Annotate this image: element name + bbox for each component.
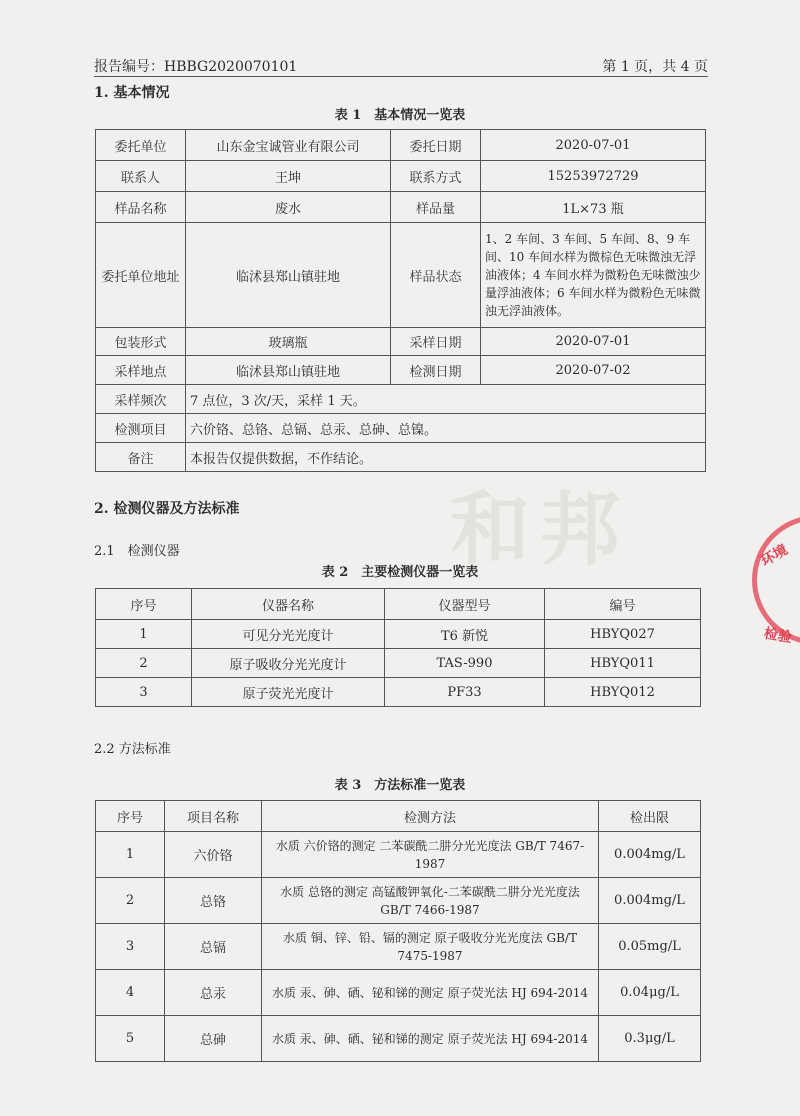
package-value: 玻璃瓶 — [186, 328, 391, 356]
sample-name-value: 废水 — [186, 192, 391, 223]
table1-caption: 表 1 基本情况一览表 — [334, 108, 466, 123]
method-item: 总镉 — [165, 924, 262, 970]
method-no: 1 — [96, 832, 165, 878]
method-text: 水质 总铬的测定 高锰酸钾氧化-二苯碳酰二肼分光光度法 GB/T 7466-1987 — [262, 878, 599, 924]
page-info: 第 1 页，共 4 页 — [602, 59, 708, 75]
table-row — [96, 649, 701, 678]
table-row — [96, 878, 701, 924]
instrument-name: 原子吸收分光光度计 — [192, 649, 385, 678]
sample-name-label: 样品名称 — [96, 192, 186, 223]
contact-label: 联系人 — [96, 161, 186, 192]
address-label: 委托单位地址 — [96, 223, 186, 328]
instrument-model: T6 新悦 — [385, 620, 545, 649]
method-text: 水质 铜、锌、铅、镉的测定 原子吸收分光光度法 GB/T 7475-1987 — [262, 924, 599, 970]
subsection-methods: 2.2 方法标准 — [94, 742, 171, 757]
instrument-code: HBYQ027 — [545, 620, 701, 649]
section1-title: 1. 基本情况 — [94, 85, 170, 101]
basic-info-table — [95, 129, 706, 472]
sample-qty-value: 1L×73 瓶 — [481, 192, 706, 223]
method-no: 2 — [96, 878, 165, 924]
contact-value: 王坤 — [186, 161, 391, 192]
table-row — [96, 924, 701, 970]
page-header — [94, 56, 708, 77]
sampling-date-label: 采样日期 — [391, 328, 481, 356]
remark-value: 本报告仅提供数据，不作结论。 — [186, 443, 706, 472]
method-item: 总汞 — [165, 970, 262, 1016]
contact-way-label: 联系方式 — [391, 161, 481, 192]
method-header-method: 检测方法 — [262, 801, 599, 832]
entrust-date-value: 2020-07-01 — [481, 130, 706, 161]
report-number: 报告编号：HBBG2020070101 — [94, 59, 298, 75]
instrument-header-model: 仪器型号 — [385, 589, 545, 620]
method-header-limit: 检出限 — [599, 801, 701, 832]
sample-qty-label: 样品量 — [391, 192, 481, 223]
instrument-code: HBYQ011 — [545, 649, 701, 678]
section2-title: 2. 检测仪器及方法标准 — [94, 501, 240, 517]
test-date-label: 检测日期 — [391, 356, 481, 385]
table-row — [96, 1016, 701, 1062]
instrument-header-name: 仪器名称 — [192, 589, 385, 620]
table-row — [96, 970, 701, 1016]
method-text: 水质 汞、砷、硒、铋和锑的测定 原子荧光法 HJ 694-2014 — [262, 1016, 599, 1062]
watermark: 和邦 — [450, 482, 630, 576]
method-text: 水质 汞、砷、硒、铋和锑的测定 原子荧光法 HJ 694-2014 — [262, 970, 599, 1016]
table-row — [96, 678, 701, 707]
instrument-name: 原子荧光光度计 — [192, 678, 385, 707]
test-items-label: 检测项目 — [96, 414, 186, 443]
method-limit: 0.004mg/L — [599, 832, 701, 878]
instrument-no: 3 — [96, 678, 192, 707]
table3-caption: 表 3 方法标准一览表 — [334, 778, 466, 793]
subsection-instruments: 2.1 检测仪器 — [94, 544, 180, 559]
entrust-date-label: 委托日期 — [391, 130, 481, 161]
table-row — [96, 832, 701, 878]
sampling-site-label: 采样地点 — [96, 356, 186, 385]
client-value: 山东金宝诚管业有限公司 — [186, 130, 391, 161]
test-items-value: 六价铬、总铬、总镉、总汞、总砷、总镍。 — [186, 414, 706, 443]
client-label: 委托单位 — [96, 130, 186, 161]
instrument-table — [95, 588, 701, 707]
method-item: 总铬 — [165, 878, 262, 924]
method-item: 总砷 — [165, 1016, 262, 1062]
method-no: 4 — [96, 970, 165, 1016]
sample-state-label: 样品状态 — [391, 223, 481, 328]
sample-state-value: 1、2 车间、3 车间、5 车间、8、9 车间、10 车间水样为微棕色无味微浊无浮油液体；4 车间水样为微粉色无味微浊少量浮油液体；6 车间水样为微粉色无味微浊无浮油液体。 — [481, 223, 706, 328]
method-limit: 0.05mg/L — [599, 924, 701, 970]
remark-label: 备注 — [96, 443, 186, 472]
frequency-value: 7 点位，3 次/天，采样 1 天。 — [186, 385, 706, 414]
method-no: 3 — [96, 924, 165, 970]
instrument-code: HBYQ012 — [545, 678, 701, 707]
method-table — [95, 800, 701, 1062]
method-item: 六价铬 — [165, 832, 262, 878]
instrument-header-no: 序号 — [96, 589, 192, 620]
instrument-no: 2 — [96, 649, 192, 678]
method-header-item: 项目名称 — [165, 801, 262, 832]
contact-way-value: 15253972729 — [481, 161, 706, 192]
method-text: 水质 六价铬的测定 二苯碳酰二肼分光光度法 GB/T 7467-1987 — [262, 832, 599, 878]
method-limit: 0.004mg/L — [599, 878, 701, 924]
method-limit: 0.04μg/L — [599, 970, 701, 1016]
method-header-no: 序号 — [96, 801, 165, 832]
test-date-value: 2020-07-02 — [481, 356, 706, 385]
instrument-header-code: 编号 — [545, 589, 701, 620]
table2-caption: 表 2 主要检测仪器一览表 — [321, 565, 479, 580]
address-value: 临沭县郑山镇驻地 — [186, 223, 391, 328]
instrument-model: PF33 — [385, 678, 545, 707]
package-label: 包装形式 — [96, 328, 186, 356]
instrument-name: 可见分光光度计 — [192, 620, 385, 649]
frequency-label: 采样频次 — [96, 385, 186, 414]
table-row — [96, 620, 701, 649]
sampling-site-value: 临沭县郑山镇驻地 — [186, 356, 391, 385]
seal-text-top: 环境 — [758, 541, 791, 570]
method-limit: 0.3μg/L — [599, 1016, 701, 1062]
method-no: 5 — [96, 1016, 165, 1062]
sampling-date-value: 2020-07-01 — [481, 328, 706, 356]
instrument-no: 1 — [96, 620, 192, 649]
seal-text-bottom: 检验 — [762, 625, 794, 647]
instrument-model: TAS-990 — [385, 649, 545, 678]
